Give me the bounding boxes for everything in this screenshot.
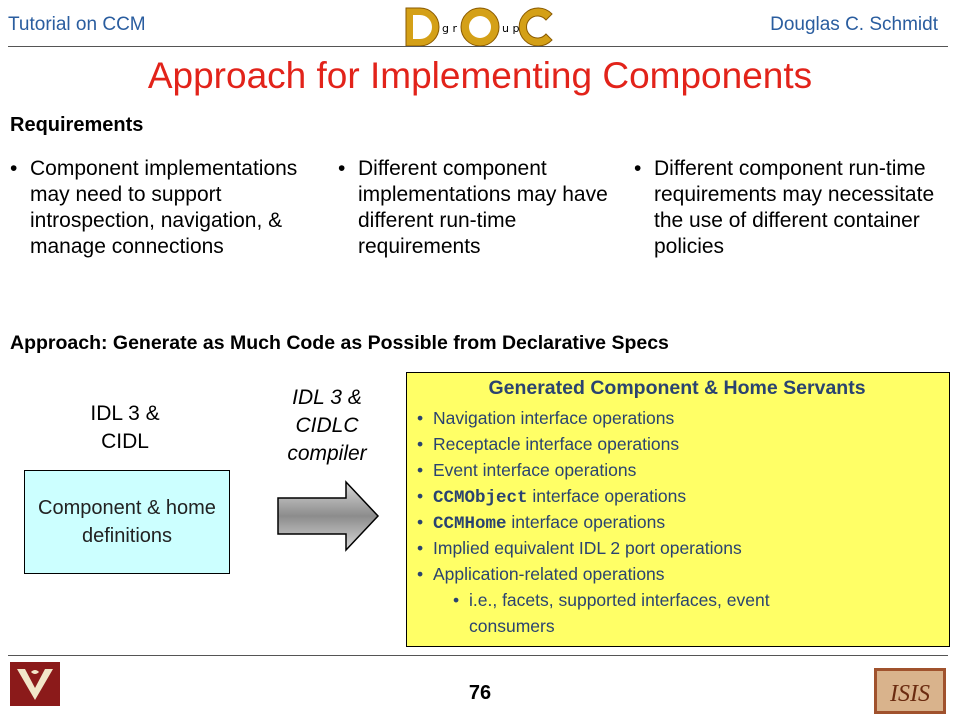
isis-logo [874,668,946,714]
bullet-glyph: • [417,408,424,428]
component-definitions-box [24,470,230,574]
header-right-text: Douglas C. Schmidt [770,14,938,35]
requirement-text: Different component implementations may have different run-time requirements [358,157,608,258]
svg-text:g r: g r [442,22,458,35]
footer-rule [8,655,948,656]
compiler-label-line: IDL 3 & [292,386,362,409]
generated-sub-item-continuation: consumers [469,616,555,636]
header-rule [8,46,948,47]
requirement-text: Different component run-time requirements may necessitate the use of different container policies [654,157,935,258]
bullet-glyph: • [417,512,424,532]
bullet-glyph: • [10,157,18,180]
doc-group-logo [402,4,558,50]
header-left-text: Tutorial on CCM [8,14,146,35]
ccmhome-code: CCMHome [433,514,507,534]
bullet-glyph: • [453,590,460,610]
requirement-text: Component implementations may need to support introspection, navigation, & manage connections [30,157,298,258]
generated-item [417,509,665,537]
generated-item [417,431,679,457]
compiler-label [262,384,392,468]
bullet-glyph: • [417,460,424,480]
component-definitions-text: Component & home definitions [38,497,216,547]
generated-sub-item [453,587,770,613]
input-label-line: IDL 3 & [90,402,160,425]
generated-item-text: interface operations [527,486,687,506]
page-title: Approach for Implementing Components [147,55,813,96]
page-number: 76 [468,682,492,704]
generated-item-text: Application-related operations [433,564,665,584]
input-label [40,400,210,456]
generated-servants-title: Generated Component & Home Servants [488,377,866,399]
generated-servants-box [406,372,950,647]
generated-sub-item-text: i.e., facets, supported interfaces, event [469,590,770,610]
generated-item-text: Event interface operations [433,460,637,480]
requirements-heading: Requirements [10,114,144,136]
requirement-item [338,156,628,260]
approach-heading: Approach: Generate as Much Code as Possible from Declarative Specs [10,332,669,354]
generated-item [417,535,742,561]
requirement-item [634,156,954,260]
ccmobject-code: CCMObject [433,488,528,508]
bullet-glyph: • [417,434,424,454]
generated-item [417,457,636,483]
arrow-right-icon [276,480,380,552]
generated-item [417,561,665,587]
bullet-glyph: • [417,564,424,584]
generated-item-text: Receptacle interface operations [433,434,680,454]
generated-item [417,405,674,431]
compiler-label-line: CIDLC [295,414,359,437]
input-label-line: CIDL [101,430,149,453]
svg-text:u p: u p [502,22,520,35]
generated-item-text: interface operations [506,512,666,532]
generated-item [417,483,686,511]
bullet-glyph: • [338,157,346,180]
bullet-glyph: • [634,157,642,180]
compiler-label-line: compiler [287,442,367,465]
svg-text:ISIS: ISIS [890,681,930,707]
bullet-glyph: • [417,486,424,506]
generated-item-text: Navigation interface operations [433,408,675,428]
generated-item-text: Implied equivalent IDL 2 port operations [433,538,742,558]
requirement-item [10,156,330,260]
bullet-glyph: • [417,538,424,558]
